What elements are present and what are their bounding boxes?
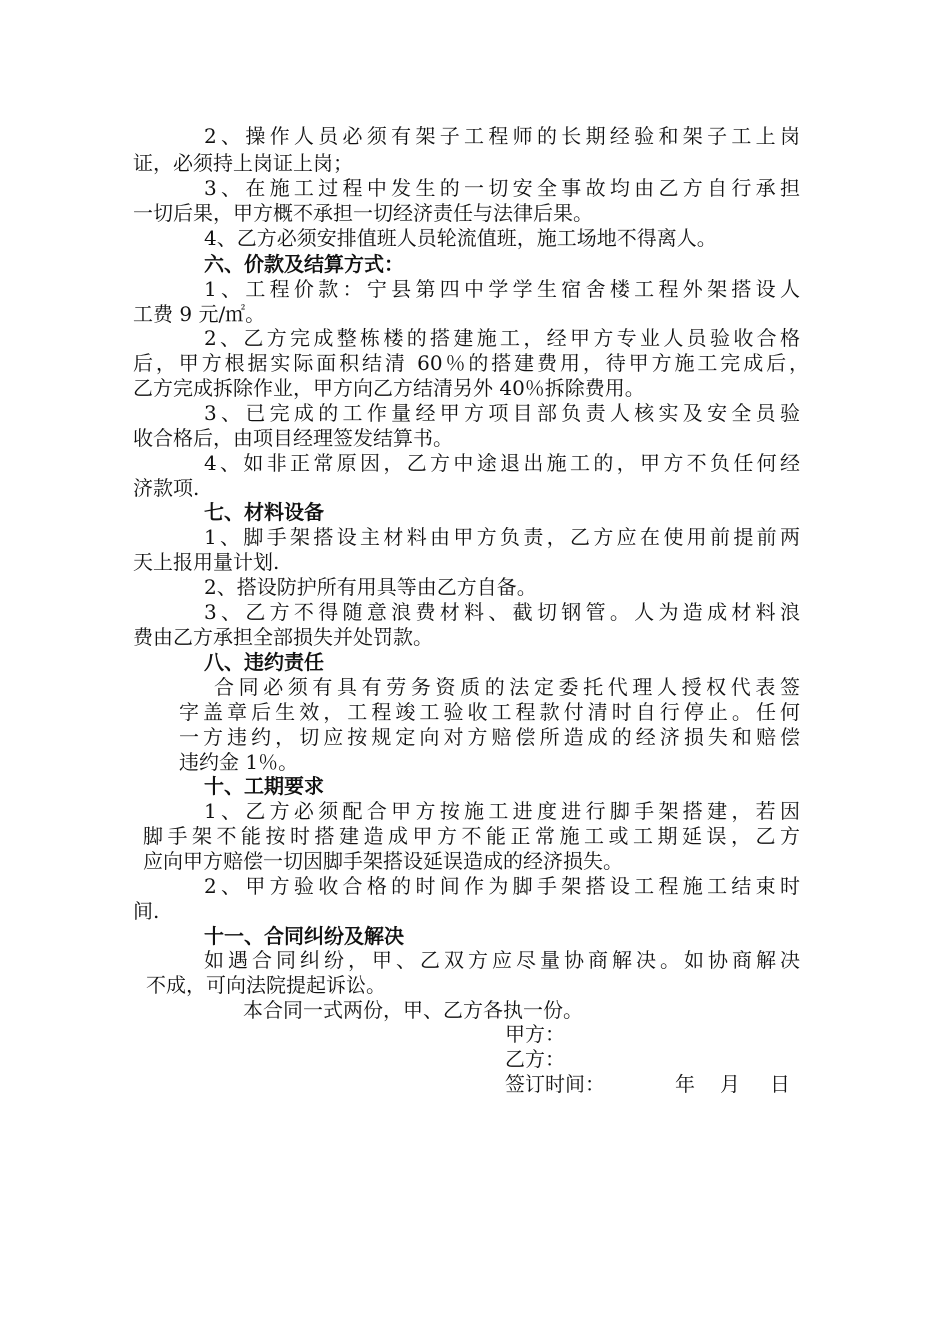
s11-heading: 十一、合同纠纷及解决 bbox=[204, 924, 404, 948]
s5-item4: 4、乙方必须安排值班人员轮流值班，施工场地不得离人。 bbox=[204, 226, 717, 250]
s5-item3-line1: 3、在施工过程中发生的一切安全事故均由乙方自行承担 bbox=[204, 176, 800, 200]
signature-year: 年 bbox=[675, 1072, 695, 1096]
s5-item2-line1: 2、操作人员必须有架子工程师的长期经验和架子工上岗 bbox=[204, 124, 800, 148]
signature-party-a: 甲方： bbox=[505, 1022, 565, 1046]
s7-heading: 七、材料设备 bbox=[204, 500, 324, 524]
s6-item2-line2: 后，甲方根据实际面积结清 60％的搭建费用，待甲方施工完成后， bbox=[133, 351, 809, 375]
s5-item3-line2: 一切后果，甲方概不承担一切经济责任与法律后果。 bbox=[133, 201, 593, 225]
s10-item1-line2: 脚手架不能按时搭建造成甲方不能正常施工或工期延误，乙方 bbox=[143, 824, 800, 848]
s6-item1-line2: 工费 9 元/㎡。 bbox=[133, 302, 266, 326]
s7-item3-line2: 费由乙方承担全部损失并处罚款。 bbox=[133, 625, 433, 649]
s6-item4-line1: 4、如非正常原因，乙方中途退出施工的，甲方不负任何经 bbox=[204, 451, 800, 475]
s6-heading: 六、价款及结算方式： bbox=[204, 252, 404, 276]
s11-para-line1: 如遇合同纠纷，甲、乙双方应尽量协商解决。如协商解决 bbox=[204, 948, 800, 972]
s6-item3-line2: 收合格后，由项目经理签发结算书。 bbox=[133, 426, 453, 450]
s11-para-line2: 不成，可向法院提起诉讼。 bbox=[146, 973, 386, 997]
s6-item2-line1: 2、乙方完成整栋楼的搭建施工，经甲方专业人员验收合格 bbox=[204, 326, 800, 350]
s6-item2-line3: 乙方完成拆除作业，甲方向乙方结清另外 40％拆除费用。 bbox=[133, 376, 645, 400]
signature-party-b: 乙方： bbox=[505, 1047, 565, 1071]
s7-item3-line1: 3、乙方不得随意浪费材料、截切钢管。人为造成材料浪 bbox=[204, 600, 800, 624]
signature-date-label: 签订时间： bbox=[505, 1072, 605, 1096]
s6-item3-line1: 3、已完成的工作量经甲方项目部负责人核实及安全员验 bbox=[204, 401, 800, 425]
s7-item1-line1: 1、脚手架搭设主材料由甲方负责，乙方应在使用前提前两 bbox=[204, 525, 800, 549]
s8-para-line1: 合同必须有具有劳务资质的法定委托代理人授权代表签 bbox=[214, 675, 800, 699]
s10-heading: 十、工期要求 bbox=[204, 774, 324, 798]
s8-para-line3: 一方违约，切应按规定向对方赔偿所造成的经济损失和赔偿 bbox=[179, 725, 800, 749]
s10-item2-line1: 2、甲方验收合格的时间作为脚手架搭设工程施工结束时 bbox=[204, 874, 800, 898]
s10-item1-line1: 1、乙方必须配合甲方按施工进度进行脚手架搭建，若因 bbox=[204, 799, 800, 823]
s7-item1-line2: 天上报用量计划. bbox=[133, 550, 280, 574]
s7-item2: 2、搭设防护所有用具等由乙方自备。 bbox=[204, 575, 537, 599]
s5-item2-line2: 证，必须持上岗证上岗； bbox=[133, 151, 353, 175]
s10-item2-line2: 间. bbox=[133, 899, 160, 923]
signature-day: 日 bbox=[770, 1072, 790, 1096]
s8-para-line4: 违约金 1％。 bbox=[179, 750, 299, 774]
s10-item1-line3: 应向甲方赔偿一切因脚手架搭设延误造成的经济损失。 bbox=[143, 849, 623, 873]
s6-item1-line1: 1、工程价款：宁县第四中学学生宿舍楼工程外架搭设人 bbox=[204, 277, 800, 301]
s11-copies: 本合同一式两份，甲、乙方各执一份。 bbox=[243, 998, 583, 1022]
signature-month: 月 bbox=[720, 1072, 740, 1096]
s8-para-line2: 字盖章后生效，工程竣工验收工程款付清时自行停止。任何 bbox=[179, 700, 800, 724]
s8-heading: 八、违约责任 bbox=[204, 650, 324, 674]
s6-item4-line2: 济款项. bbox=[133, 476, 200, 500]
